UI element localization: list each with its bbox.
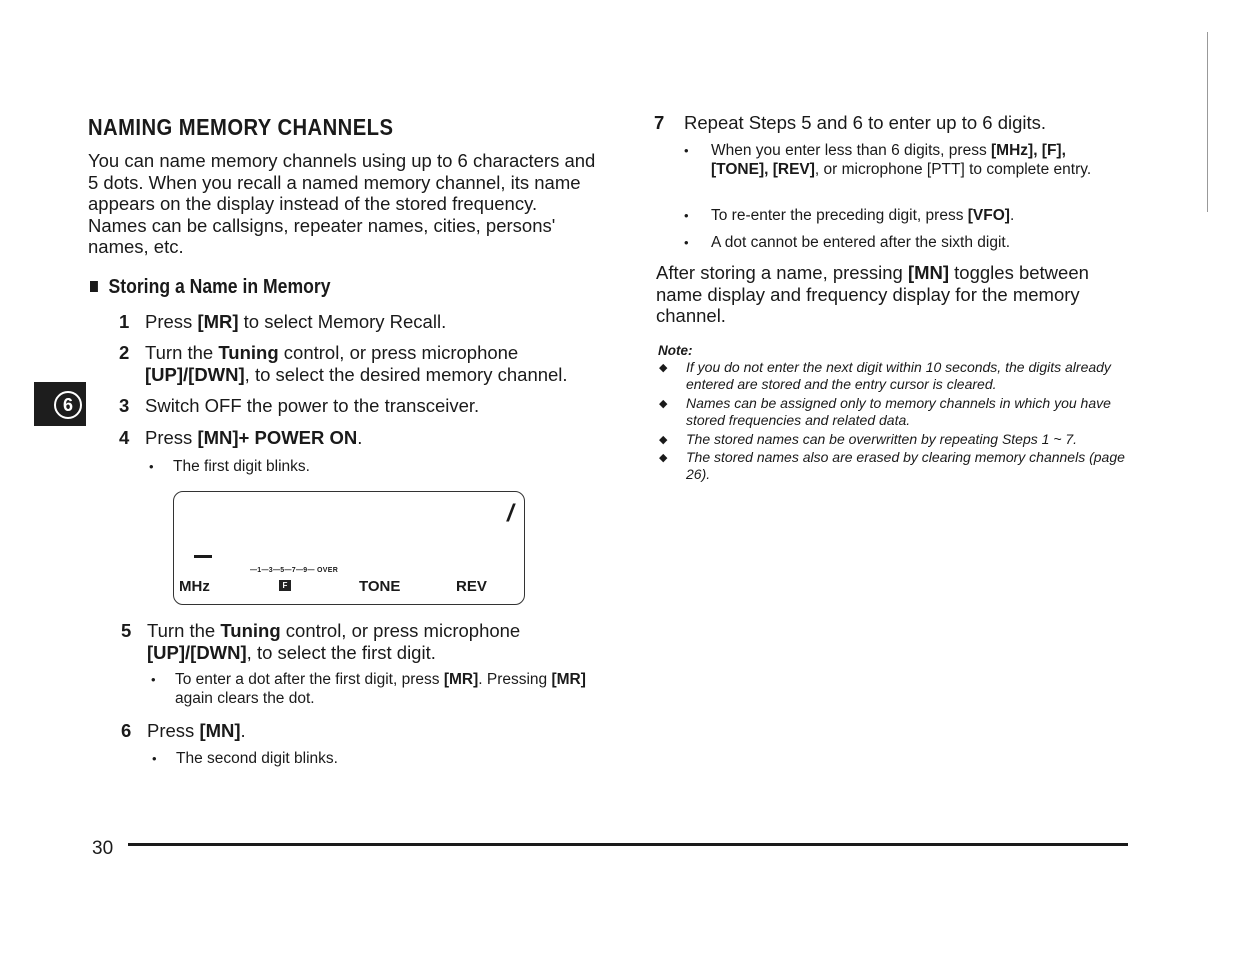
step-number: 1 [119, 311, 130, 332]
step-text: Turn the [145, 342, 219, 363]
step-6-bullet [152, 749, 338, 768]
step-3 [119, 395, 615, 417]
note-item [659, 431, 1136, 448]
step-7 [654, 112, 1124, 134]
rev-indicator: REV [456, 578, 487, 595]
lcd-display [173, 491, 525, 605]
bullet-text: To re-enter the preceding digit, press [711, 207, 968, 224]
step-text: Turn the [147, 620, 221, 641]
note-item [659, 395, 1136, 429]
step-4-bullet [149, 457, 310, 476]
step-text: , to select the first digit. [246, 641, 436, 663]
note-text: Names can be assigned only to memory channels in which you have stored frequencies and related data. [686, 395, 1111, 428]
key-label: [MN] [199, 720, 241, 741]
bullet-text: A dot cannot be entered after the sixth digit. [711, 234, 1011, 251]
step-1 [119, 311, 615, 333]
step-7-bullet-2 [684, 206, 1111, 225]
bullet-text: The first digit blinks. [173, 458, 310, 475]
step-text: control, or press microphone [280, 620, 521, 641]
step-text: Press [145, 427, 198, 448]
step-text: . [357, 427, 363, 448]
bullet-dot: • [684, 235, 689, 250]
bullet-text: . [1009, 207, 1015, 224]
f-indicator: F [279, 580, 291, 591]
step-text: to select Memory Recall. [238, 311, 447, 332]
bullet-text: again clears the dot. [175, 690, 315, 707]
bullet-dot: • [684, 143, 689, 158]
note-item [659, 449, 1136, 483]
step-6 [121, 720, 617, 742]
step-5-bullet [151, 670, 595, 708]
key-label: [MHz], [F], [TONE], [REV] [711, 142, 1066, 178]
key-label: [MR] [197, 311, 239, 332]
section-heading-text: Storing a Name in Memory [108, 276, 331, 298]
square-bullet-icon [90, 281, 98, 292]
step-text: Repeat Steps 5 and 6 to enter up to 6 digits. [684, 112, 1047, 133]
s-meter-scale: —1—3—5—7—9— OVER [250, 567, 339, 574]
page-number: 30 [92, 838, 114, 859]
bullet-text: . Pressing [478, 671, 552, 688]
key-label: [VFO] [967, 207, 1010, 224]
control-label: Tuning [220, 620, 281, 641]
control-label: Tuning [218, 342, 279, 363]
step-text: control, or press microphone [278, 342, 519, 363]
bullet-dot: • [152, 751, 157, 766]
step-number: 6 [121, 720, 132, 741]
step-7-bullet-1 [684, 141, 1111, 179]
step-2 [119, 342, 615, 385]
intro-paragraph: You can name memory channels using up to 6 characters and 5 dots. When you recall a named memory channel, its name appears on the display instead of the stored frequency. Names can be callsigns, repeater names, cities, persons' names, etc. [88, 150, 596, 257]
bullet-dot: • [684, 208, 689, 223]
bullet-text: When you enter less than 6 digits, press [711, 142, 992, 159]
step-text: , to select the desired memory channel. [244, 363, 568, 385]
key-label: [MN]+ POWER ON [197, 427, 358, 448]
section-heading [90, 276, 330, 299]
key-label: [MR] [443, 671, 479, 688]
note-text: If you do not enter the next digit within 10 seconds, the digits already entered are stored and the entry cursor is cleared. [686, 359, 1111, 392]
chapter-number: 6 [54, 391, 82, 419]
mhz-indicator: MHz [179, 578, 210, 595]
step-number: 5 [121, 620, 132, 641]
step-text: Press [145, 311, 198, 332]
chapter-tab [34, 382, 86, 426]
step-4 [119, 427, 615, 449]
step-7-bullet-3 [684, 233, 1111, 252]
key-label: [MR] [551, 671, 586, 688]
digit-bar [194, 555, 212, 558]
note-text: The stored names can be overwritten by repeating Steps 1 ~ 7. [686, 431, 1078, 447]
diamond-bullet-icon: ◆ [659, 398, 668, 410]
note-item [659, 359, 1136, 393]
tone-indicator: TONE [359, 578, 401, 595]
margin-line [1207, 32, 1208, 212]
key-label: [UP]/[DWN] [147, 641, 247, 663]
step-text: Press [147, 720, 200, 741]
note-text: The stored names also are erased by clearing memory channels (page 26). [686, 449, 1125, 482]
paragraph-text: toggles between name display and frequency display for the memory channel. [656, 262, 1089, 326]
step-text: . [240, 720, 246, 741]
step-5 [121, 620, 617, 663]
key-label: [MN] [907, 262, 950, 283]
step-number: 4 [119, 427, 130, 448]
step-number: 2 [119, 342, 130, 363]
footer-rule [128, 843, 1128, 846]
bullet-dot: • [149, 459, 154, 474]
key-label: [UP]/[DWN] [145, 363, 245, 385]
after-paragraph [656, 262, 1116, 327]
note-heading: Note: [658, 343, 693, 358]
bullet-text: , or microphone [PTT] to complete entry. [814, 161, 1092, 178]
step-number: 7 [654, 112, 665, 133]
step-number: 3 [119, 395, 130, 416]
paragraph-text: After storing a name, pressing [656, 262, 908, 283]
diamond-bullet-icon: ◆ [659, 362, 668, 374]
bullet-text: The second digit blinks. [176, 750, 338, 767]
bullet-dot: • [151, 672, 156, 687]
bullet-text: To enter a dot after the first digit, press [175, 671, 444, 688]
page-title: NAMING MEMORY CHANNELS [88, 114, 394, 140]
diamond-bullet-icon: ◆ [659, 434, 668, 446]
diamond-bullet-icon: ◆ [659, 452, 668, 464]
blinking-cursor: / [507, 500, 514, 527]
step-text: Switch OFF the power to the transceiver. [145, 395, 480, 416]
